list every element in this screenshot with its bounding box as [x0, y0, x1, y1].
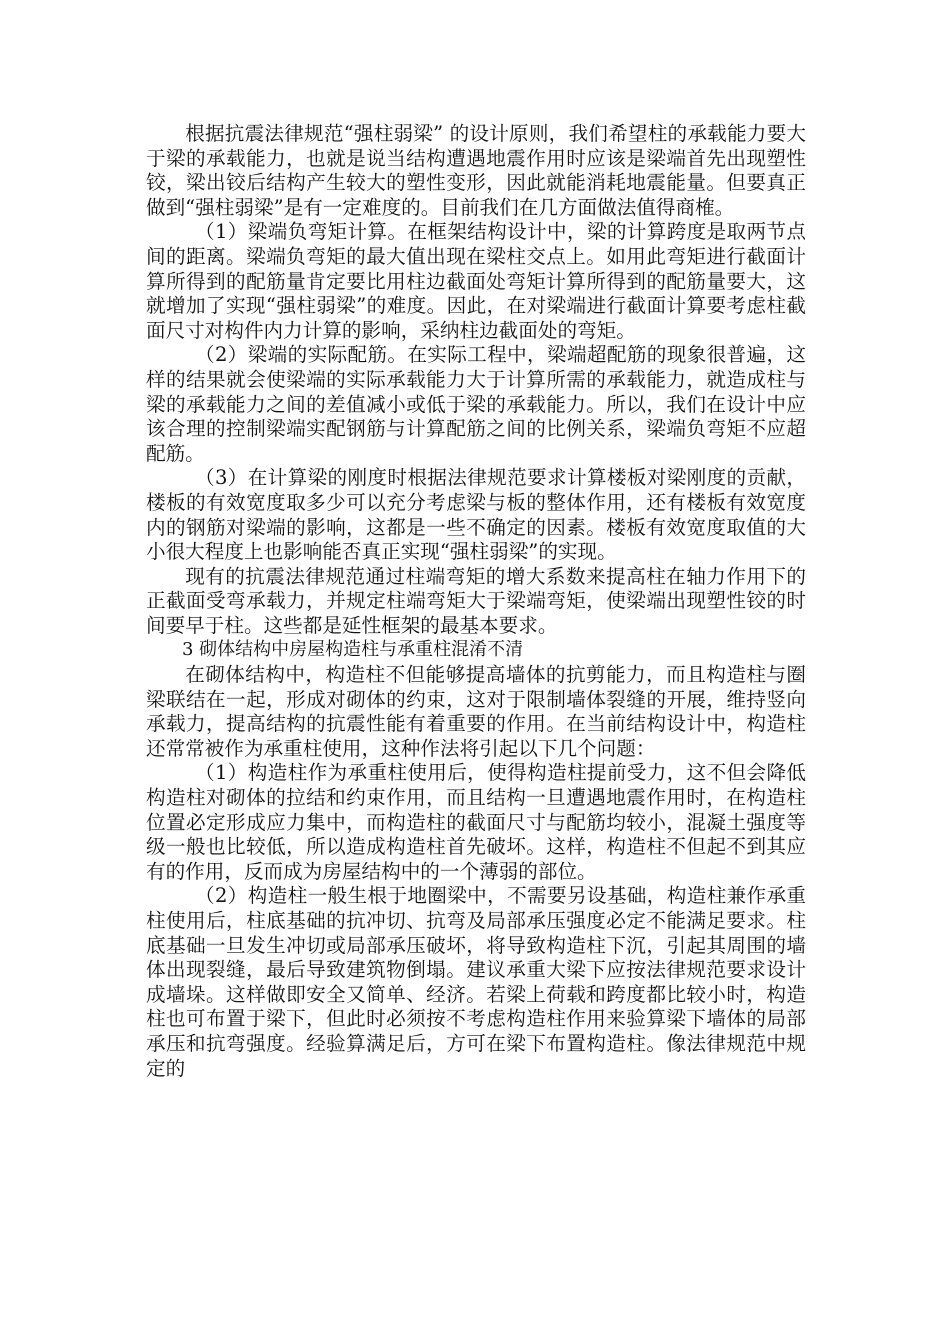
- document-page: [146, 122, 806, 1081]
- paragraph-beam-end-reinforcement: （2）梁端的实际配筋。在实际工程中，梁端超配筋的现象很普遍，这样的结果就会使梁端的实际承载能力大于计算所需的承载能力，就造成柱与梁的承载能力之间的差值减小或低于梁的承载能力。所以，我们在设计中应该合理的控制梁端实配钢筋与计算配筋之间的比例关系，梁端负弯矩不应超配筋。: [146, 343, 806, 465]
- paragraph-code-requirements: 现有的抗震法律规范通过柱端弯矩的增大系数来提高柱在轴力作用下的正截面受弯承载力，并规定柱端弯矩大于梁端弯矩，使梁端出现塑性铰的时间要早于柱。这些都是延性框架的最基本要求。: [146, 564, 806, 637]
- paragraph-masonry-structure: 在砌体结构中，构造柱不但能够提高墙体的抗剪能力，而且构造柱与圈梁联结在一起，形成对砌体的约束，这对于限制墙体裂缝的开展，维持竖向承载力，提高结构的抗震性能有着重要的作用。在当前结构设计中，构造柱还常常被作为承重柱使用，这种作法将引起以下几个问题：: [146, 663, 806, 760]
- paragraph-strong-column-principle: 根据抗震法律规范“强柱弱梁” 的设计原则，我们希望柱的承载能力要大于梁的承载能力，也就是说当结构遭遇地震作用时应该是梁端首先出现塑性铰，梁出铰后结构产生较大的塑性变形，因此就能消耗地震能量。但要真正做到“强柱弱梁”是有一定难度的。目前我们在几方面做法值得商榷。: [146, 122, 806, 219]
- paragraph-constructional-column-foundation: （2）构造柱一般生根于地圈梁中，不需要另设基础，构造柱兼作承重柱使用后，柱底基础的抗冲切、抗弯及局部承压强度必定不能满足要求。柱底基础一旦发生冲切或局部承压破坏，将导致构造柱下沉，引起其周围的墙体出现裂缝，最后导致建筑物倒塌。建议承重大梁下应按法律规范要求设计成墙垛。这样做即安全又简单、经济。若梁上荷载和跨度都比较小时，构造柱也可布置于梁下，但此时必须按不考虑构造柱作用来验算梁下墙体的局部承压和抗弯强度。经验算满足后，方可在梁下布置构造柱。像法律规范中规定的: [146, 884, 806, 1080]
- paragraph-slab-stiffness: （3）在计算梁的刚度时根据法律规范要求计算楼板对梁刚度的贡献，楼板的有效宽度取多少可以充分考虑梁与板的整体作用，还有楼板有效宽度内的钢筋对梁端的影响，这都是一些不确定的因素。楼板有效宽度取值的大小很大程度上也影响能否真正实现“强柱弱梁”的实现。: [146, 466, 806, 564]
- paragraph-constructional-column-stress: （1）构造柱作为承重柱使用后，使得构造柱提前受力，这不但会降低构造柱对砌体的拉结和约束作用，而且结构一旦遭遇地震作用时，在构造柱位置必定形成应力集中，而构造柱的截面尺寸与配筋均较小，混凝土强度等级一般也比较低，所以造成构造柱首先破坏。这样，构造柱不但起不到其应有的作用，反而成为房屋结构中的一个薄弱的部位。: [146, 761, 806, 883]
- section-heading: 3 砌体结构中房屋构造柱与承重柱混淆不清: [182, 639, 524, 661]
- paragraph-beam-end-moment: （1）梁端负弯矩计算。在框架结构设计中，梁的计算跨度是取两节点间的距离。梁端负弯矩的最大值出现在梁柱交点上。如用此弯矩进行截面计算所得到的配筋量肯定要比用柱边截面处弯矩计算所得到的配筋量要大，这就增加了实现“强柱弱梁”的难度。因此，在对梁端进行截面计算要考虑柱截面尺寸对构件内力计算的影响，采纳柱边截面处的弯矩。: [146, 220, 806, 342]
